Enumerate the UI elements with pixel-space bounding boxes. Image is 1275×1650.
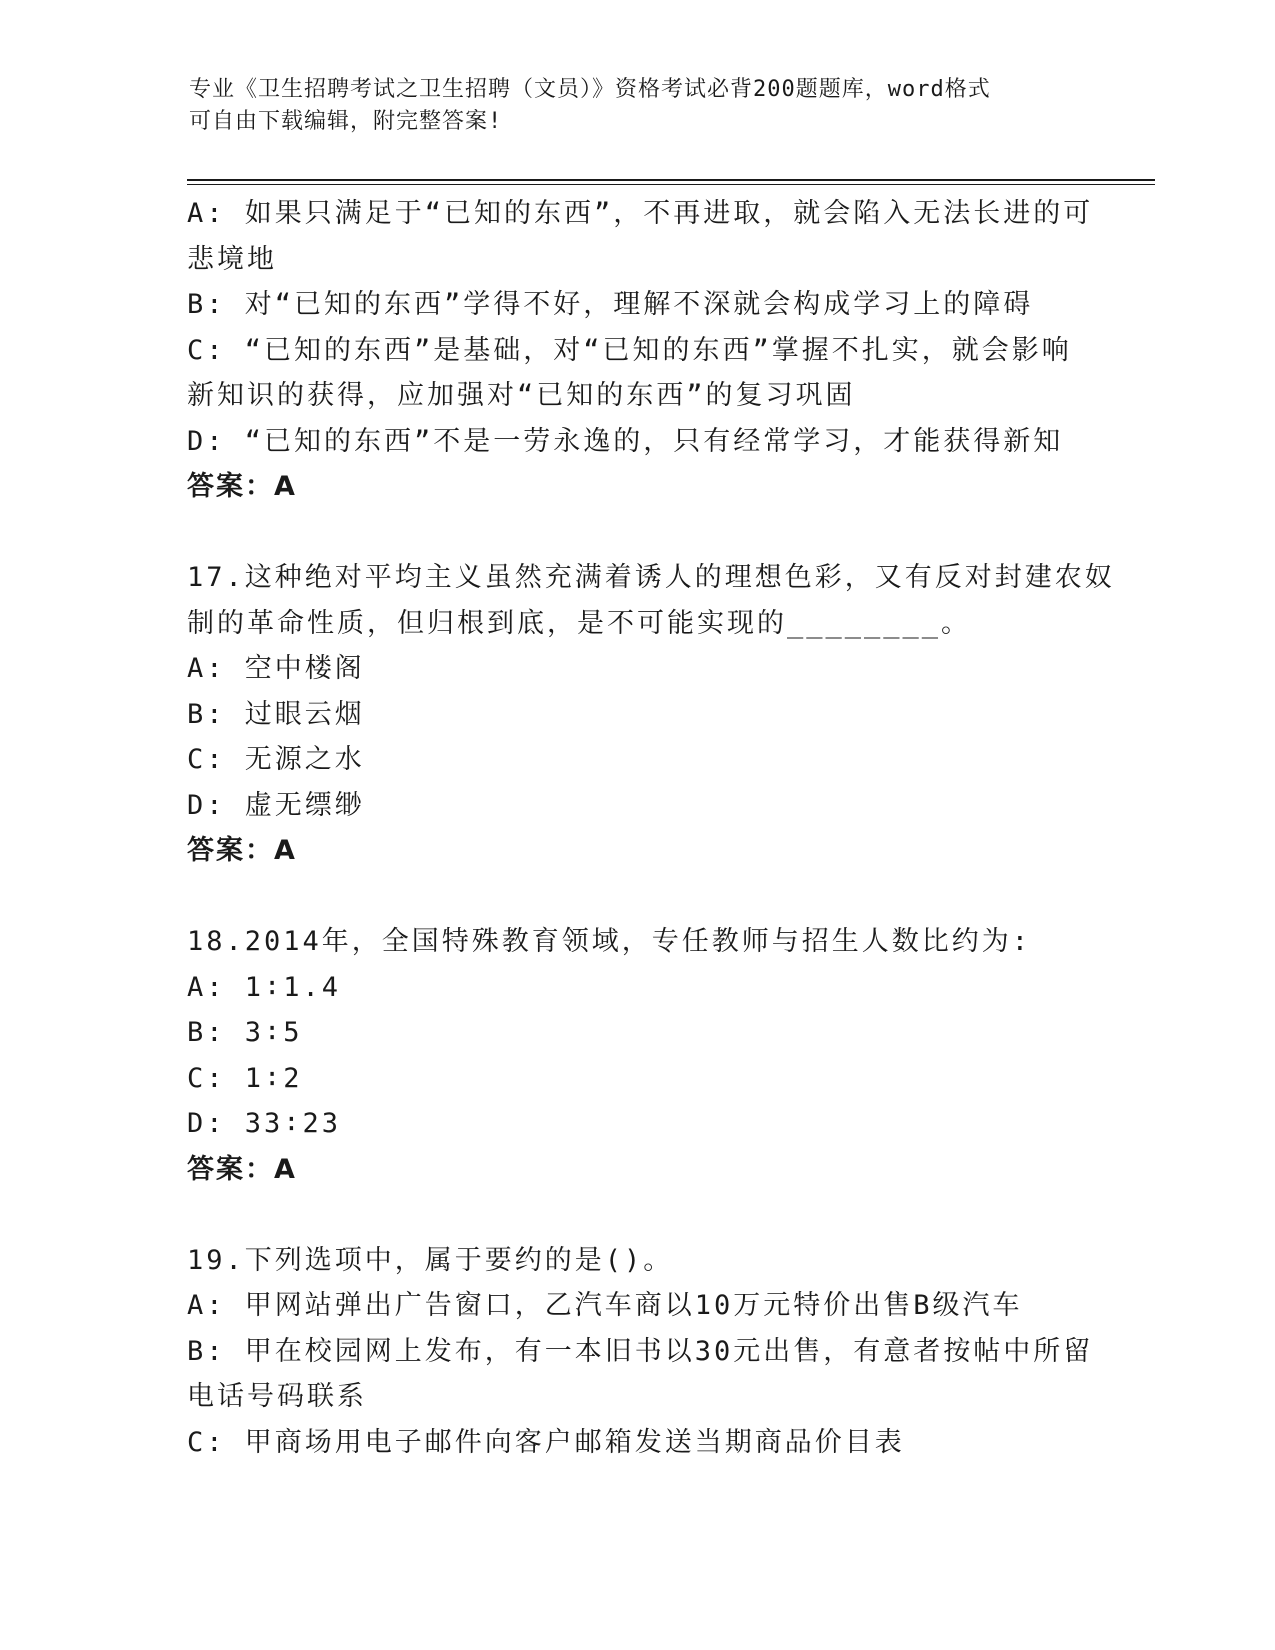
- q19-option-a: A: 甲网站弹出广告窗口，乙汽车商以10万元特价出售B级汽车: [187, 1290, 1023, 1321]
- q16-answer: 答案：A: [187, 471, 297, 502]
- question-spacer: [187, 1192, 1087, 1238]
- q19-question: 19.下列选项中，属于要约的是()。: [187, 1244, 674, 1276]
- header-title-line-1: 专业《卫生招聘考试之卫生招聘（文员）》资格考试必背200题题库，word格式: [189, 77, 991, 102]
- q18-question: 18.2014年，全国特殊教育领域，专任教师与招生人数比约为:: [187, 926, 1032, 957]
- question-content: [187, 191, 1115, 1465]
- document-header: [189, 74, 1089, 138]
- question-17-block: [187, 555, 1115, 874]
- header-rule-thin: [187, 184, 1155, 185]
- q16-option-d: D: “已知的东西”不是一劳永逸的，只有经常学习，才能获得新知: [187, 425, 1064, 457]
- question-spacer: [187, 874, 1087, 920]
- q17-option-a: A: 空中楼阁: [187, 653, 365, 684]
- q16-option-a-line-2: 悲境地: [187, 243, 277, 275]
- q18-option-d: D: 33∶23: [187, 1108, 342, 1139]
- q17-answer: 答案：A: [187, 835, 297, 866]
- question-16-block: [187, 191, 1094, 510]
- q17-option-c: C: 无源之水: [187, 744, 365, 775]
- q16-option-c-line-1: C: “已知的东西”是基础，对“已知的东西”掌握不扎实，就会影响: [187, 334, 1072, 366]
- q19-option-b-line-2: 电话号码联系: [187, 1381, 367, 1412]
- q17-question-line-1: 17.这种绝对平均主义虽然充满着诱人的理想色彩，又有反对封建农奴: [187, 562, 1115, 593]
- header-title-line-2: 可自由下载编辑，附完整答案!: [189, 109, 503, 134]
- q17-option-d: D: 虚无缥缈: [187, 789, 365, 821]
- question-19-block: [187, 1238, 1094, 1466]
- q19-option-c: C: 甲商场用电子邮件向客户邮箱发送当期商品价目表: [187, 1426, 905, 1458]
- q17-option-b: B: 过眼云烟: [187, 698, 365, 730]
- q16-option-c-line-2: 新知识的获得，应加强对“已知的东西”的复习巩固: [187, 380, 856, 411]
- q19-option-b-line-1: B: 甲在校园网上发布，有一本旧书以30元出售，有意者按帖中所留: [187, 1335, 1094, 1367]
- q18-option-c: C: 1∶2: [187, 1062, 303, 1094]
- q18-answer: 答案：A: [187, 1153, 297, 1185]
- question-spacer: [187, 510, 1087, 556]
- q17-question-line-2: 制的革命性质，但归根到底，是不可能实现的________。: [187, 607, 972, 639]
- question-18-block: [187, 919, 1087, 1192]
- q18-option-a: A: 1∶1.4: [187, 971, 342, 1003]
- q16-option-a-line-1: A: 如果只满足于“已知的东西”，不再进取，就会陷入无法长进的可: [187, 198, 1094, 229]
- header-rule-thick: [187, 179, 1155, 181]
- q16-option-b: B: 对“已知的东西”学得不好，理解不深就会构成学习上的障碍: [187, 289, 1034, 320]
- q18-option-b: B: 3∶5: [187, 1017, 303, 1048]
